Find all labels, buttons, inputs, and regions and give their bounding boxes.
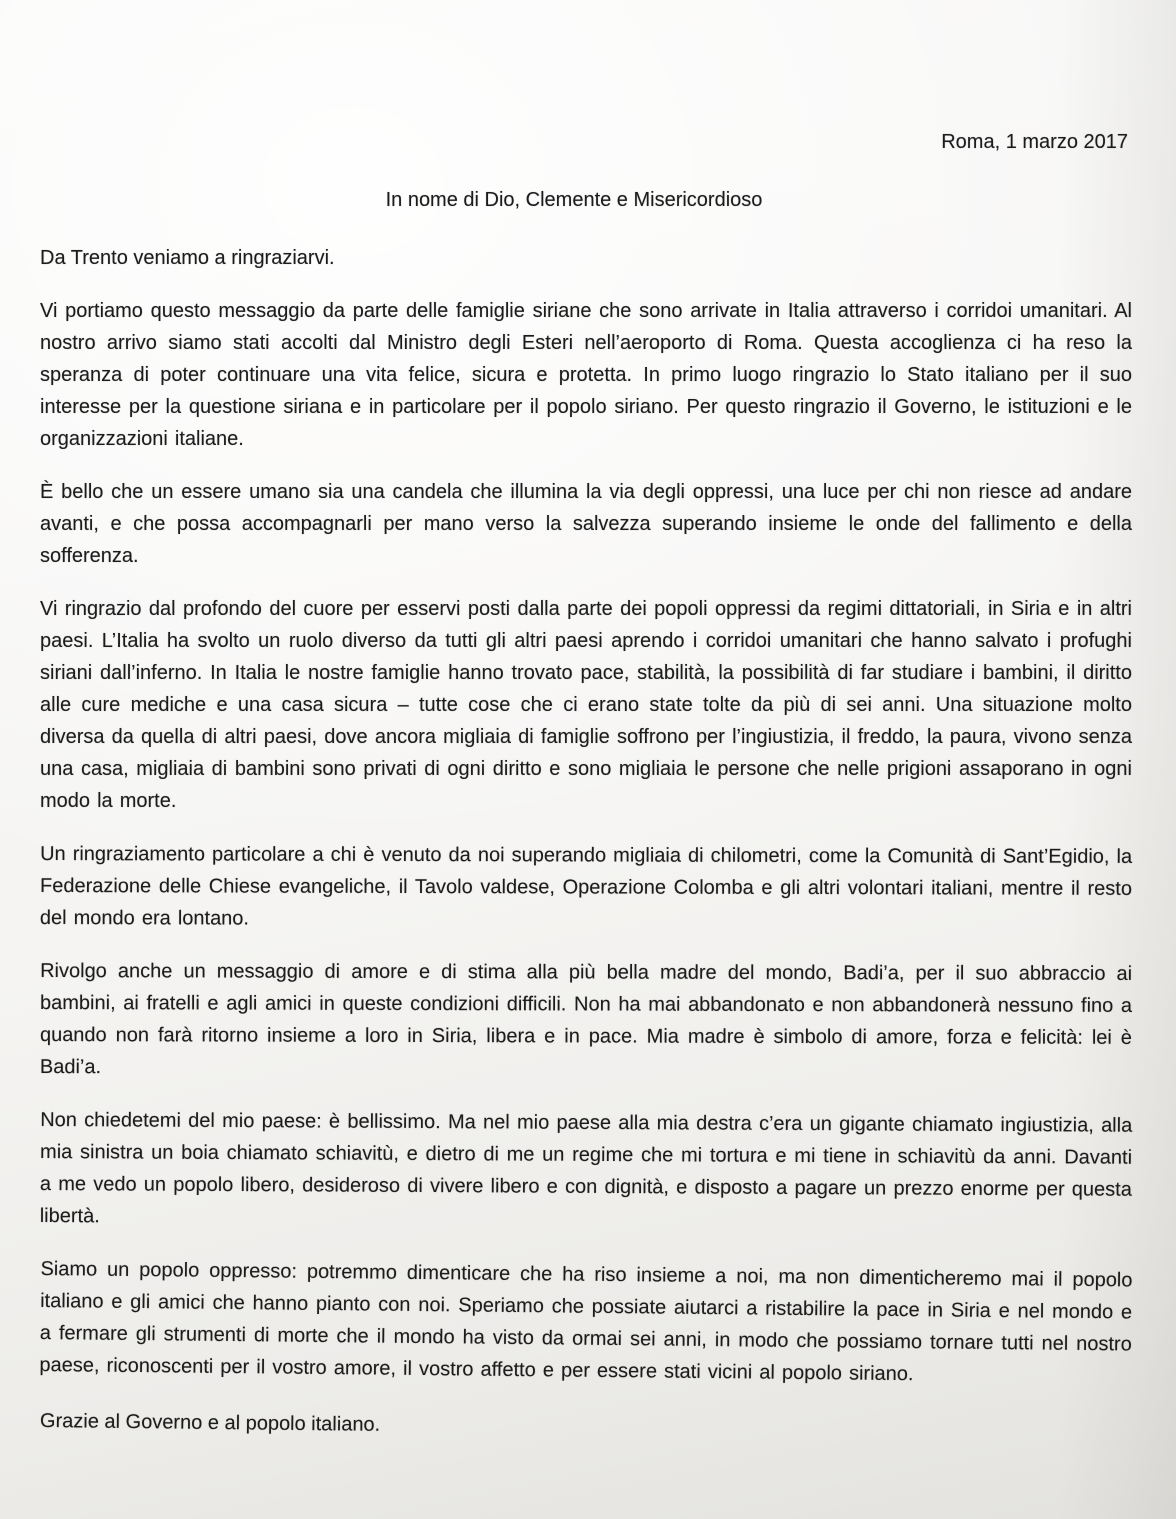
letter-paragraph-7: Siamo un popolo oppresso: potremmo dimenticare che ha riso insieme a noi, ma non dimenticheremo mai il popolo italiano e gli amici che hanno pianto con noi. Speriamo che possiate aiutarci a ristabilire la pace in Siria e nel mondo e a fermare gli strumenti di morte che il mondo ha visto da ormai sei anni, in modo che possiamo tornare tutti nel nostro paese, riconoscenti per il vostro amore, il vostro affetto e per essere stati vicini al popolo siriano. (39, 1258, 1133, 1386)
letter-paragraph-2: È bello che un essere umano sia una candela che illumina la via degli oppressi, una luce per chi non riesce ad andare avanti, e che possa accompagnarli per mano verso la salvezza superando insieme le onde del fallimento e della sofferenza. (40, 481, 1132, 567)
letter-salutation: Da Trento veniamo a ringraziarvi. (40, 247, 335, 269)
letter-paragraph-4: Un ringraziamento particolare a chi è venuto da noi superando migliaia di chilometri, come la Comunità di Sant’Egidio, la Federazione delle Chiese evangeliche, il Tavolo valdese, Operazione Colomba e gli altri volontari italiani, mentre il resto del mondo era lontano. (39, 843, 1133, 930)
letter-date: Roma, 1 marzo 2017 (941, 131, 1128, 153)
letter-paragraph-6: Non chiedetemi del mio paese: è bellissimo. Ma nel mio paese alla mia destra c’era un gigante chiamato ingiustizia, alla mia sinistra un boia chiamato schiavitù, e dietro di me un regime che mi tortura e mi tiene in schiavitù da anni. Davanti a me vedo un popolo libero, desideroso di vivere libero e con dignità, e disposto a pagare un prezzo enorme per questa libertà. (39, 1109, 1133, 1228)
letter-paragraph-5: Rivolgo anche un messaggio di amore e di stima alla più bella madre del mondo, Badi’a, per il suo abbraccio ai bambini, ai fratelli e agli amici in queste condizioni difficili. Non ha mai abbandonato e non abbandonerà nessuno fino a quando non farà ritorno insieme a loro in Siria, libera e in pace. Mia madre è simbolo di amore, forza e felicità: lei è Badi’a. (39, 960, 1133, 1079)
letter-content (40, 0, 1132, 1437)
letter-title: In nome di Dio, Clemente e Misericordioso (385, 189, 763, 211)
letter-paragraph-1: Vi portiamo questo messaggio da parte delle famiglie siriane che sono arrivate in Italia attraverso i corridoi umanitari. Al nostro arrivo siamo stati accolti dal Ministro degli Esteri nell’aeroporto di Roma. Questa accoglienza ci ha reso la speranza di poter continuare una vita felice, sicura e protetta. In primo luogo ringrazio lo Stato italiano per il suo interesse per la questione siriana e in particolare per il popolo siriano. Per questo ringrazio il Governo, le istituzioni e le organizzazioni italiane. (40, 300, 1132, 450)
letter-paragraph-3: Vi ringrazio dal profondo del cuore per esservi posti dalla parte dei popoli oppressi da regimi dittatoriali, in Siria e in altri paesi. L’Italia ha svolto un ruolo diverso da tutti gli altri paesi aprendo i corridoi umanitari che hanno salvato i profughi siriani dall’inferno. In Italia le nostre famiglie hanno trovato pace, stabilità, la possibilità di far studiare i bambini, il diritto alle cure mediche e una casa sicura – tutte cose che ci erano state tolte da più di sei anni. Una situazione molto diversa da quella di altri paesi, dove ancora migliaia di famiglie soffrono per l’ingiustizia, il freddo, la paura, vivono senza una casa, migliaia di bambini sono privati di ogni diritto e sono migliaia le persone che nelle prigioni assaporano in ogni modo la morte. (40, 598, 1132, 812)
letter-closing: Grazie al Governo e al popolo italiano. (39, 1410, 381, 1436)
